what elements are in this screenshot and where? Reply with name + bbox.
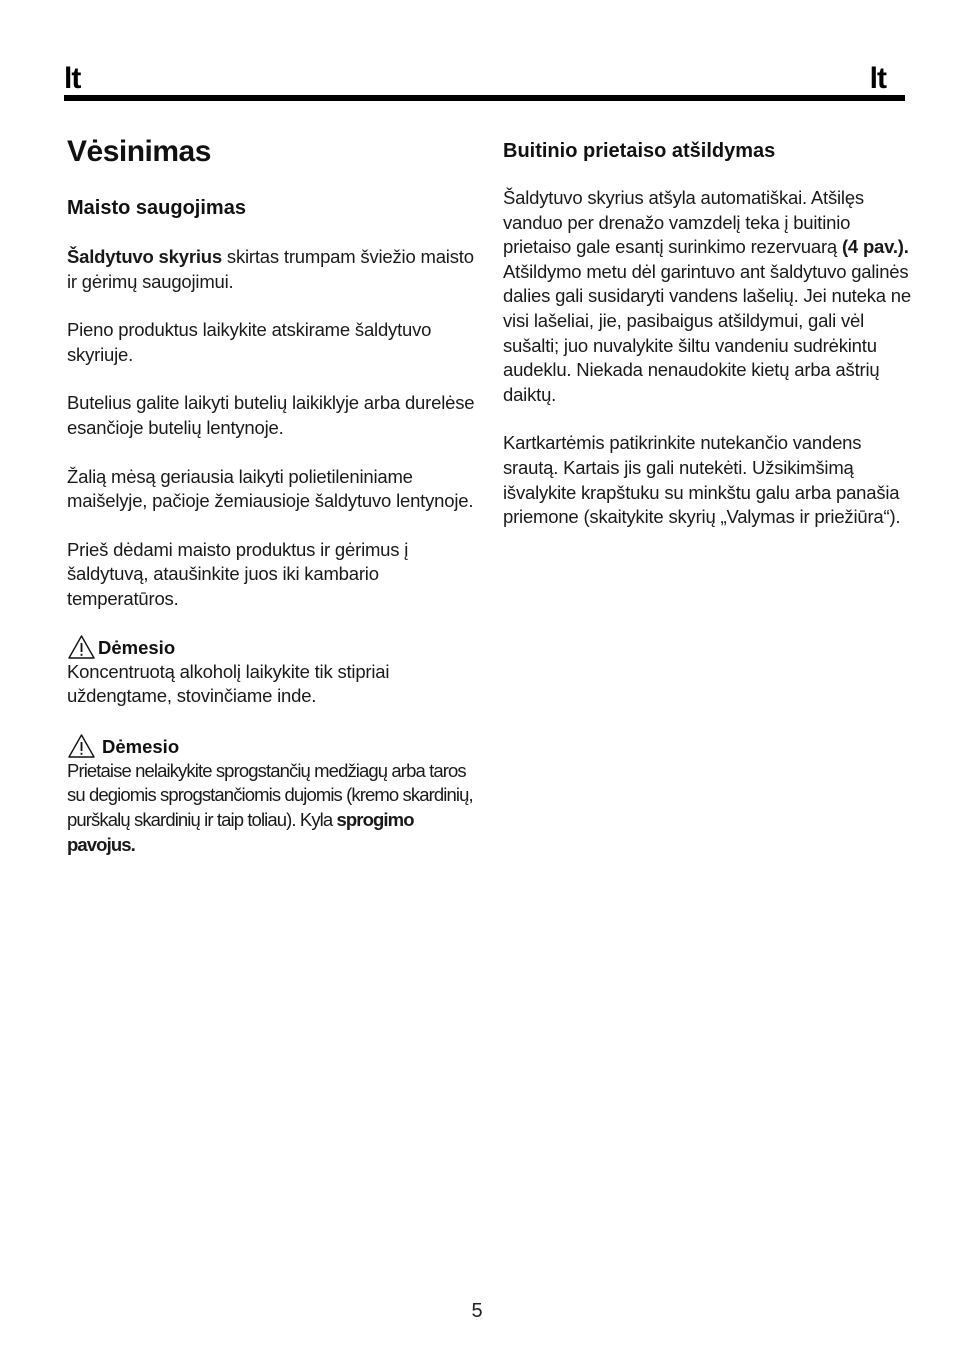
paragraph-cooling: Prieš dėdami maisto produktus ir gėrimus į šaldytuvą, ataušinkite juos iki kambario temperatūros. <box>67 538 409 609</box>
warning-title: Dėmesio <box>98 636 176 658</box>
section-title: Vėsinimas <box>67 135 211 168</box>
paragraph-raw-meat: Žalią mėsą geriausia laikyti polietileniniame maišelyje, pačioje žemiausioje šaldytuvo lentynoje. <box>67 465 474 512</box>
fridge-compartment-term: Šaldytuvo skyrius <box>67 246 222 267</box>
header-rule <box>64 95 905 101</box>
paragraph-auto-defrost: Šaldytuvo skyrius atšyla automatiškai. Atšilęs vanduo per drenažo vamzdelį teka į buitinio prietaiso gale esantį surinkimo rezervuarą (4 pav.). <box>503 187 909 258</box>
language-code-right: lt <box>869 62 886 95</box>
paragraph-defrost-droplets: Atšildymo metu dėl garintuvo ant šaldytuvo galinės dalies gali susidaryti vandens lašelių. Jei nuteka ne visi lašeliai, jie, pasibaigus atšildymui, gali vėl sušalti; juo nuvalykite šiltu vandeniu sudrėkintu audeklu. Niekada nenaudokite kietų arba aštrių daiktų. <box>503 260 911 405</box>
subsection-title-food-storage: Maisto saugojimas <box>67 197 246 219</box>
warning-alcohol <box>67 634 477 709</box>
paragraph-bottles: Butelius galite laikyti butelių laikiklyje arba durelėse esančioje butelių lentynoje. <box>67 392 475 438</box>
warning-triangle-icon <box>67 634 96 660</box>
explosion-danger: sprogimo pavojus. <box>67 808 414 855</box>
warning-triangle-icon <box>67 733 96 759</box>
paragraph-water-flow: Kartkartėmis patikrinkite nutekančio vandens srautą. Kartais jis gali nutekėti. Užsikimšimą išvalykite krapštuku su minkštu galu arba panašia priemone (skaitykite skyrių „Valymas ir priežiūra“). <box>503 432 901 528</box>
warning-title: Dėmesio <box>102 735 180 757</box>
language-code-left: lt <box>64 62 81 95</box>
page-number: 5 <box>471 1300 483 1322</box>
warning-explosion <box>67 733 477 857</box>
figure-reference: (4 pav.). <box>841 236 909 258</box>
paragraph-dairy: Pieno produktus laikykite atskirame šaldytuvo skyriuje. <box>67 319 432 365</box>
paragraph-fridge-compartment: Šaldytuvo skyrius skirtas trumpam šviežio maisto ir gėrimų saugojimui. <box>67 246 474 292</box>
left-column <box>67 130 477 857</box>
right-column <box>503 130 913 530</box>
warning-text: Prietaise nelaikykite sprogstančių medžiagų arba taros su degiomis sprogstančiomis dujomis (kremo skardinių, purškalų skardinių ir taip toliau). Kyla sprogimo pavojus. <box>67 759 473 855</box>
warning-text: Koncentruotą alkoholį laikykite tik stipriai uždengtame, stovinčiame inde. <box>67 660 390 707</box>
subsection-title-defrosting: Buitinio prietaiso atšildymas <box>503 140 776 162</box>
